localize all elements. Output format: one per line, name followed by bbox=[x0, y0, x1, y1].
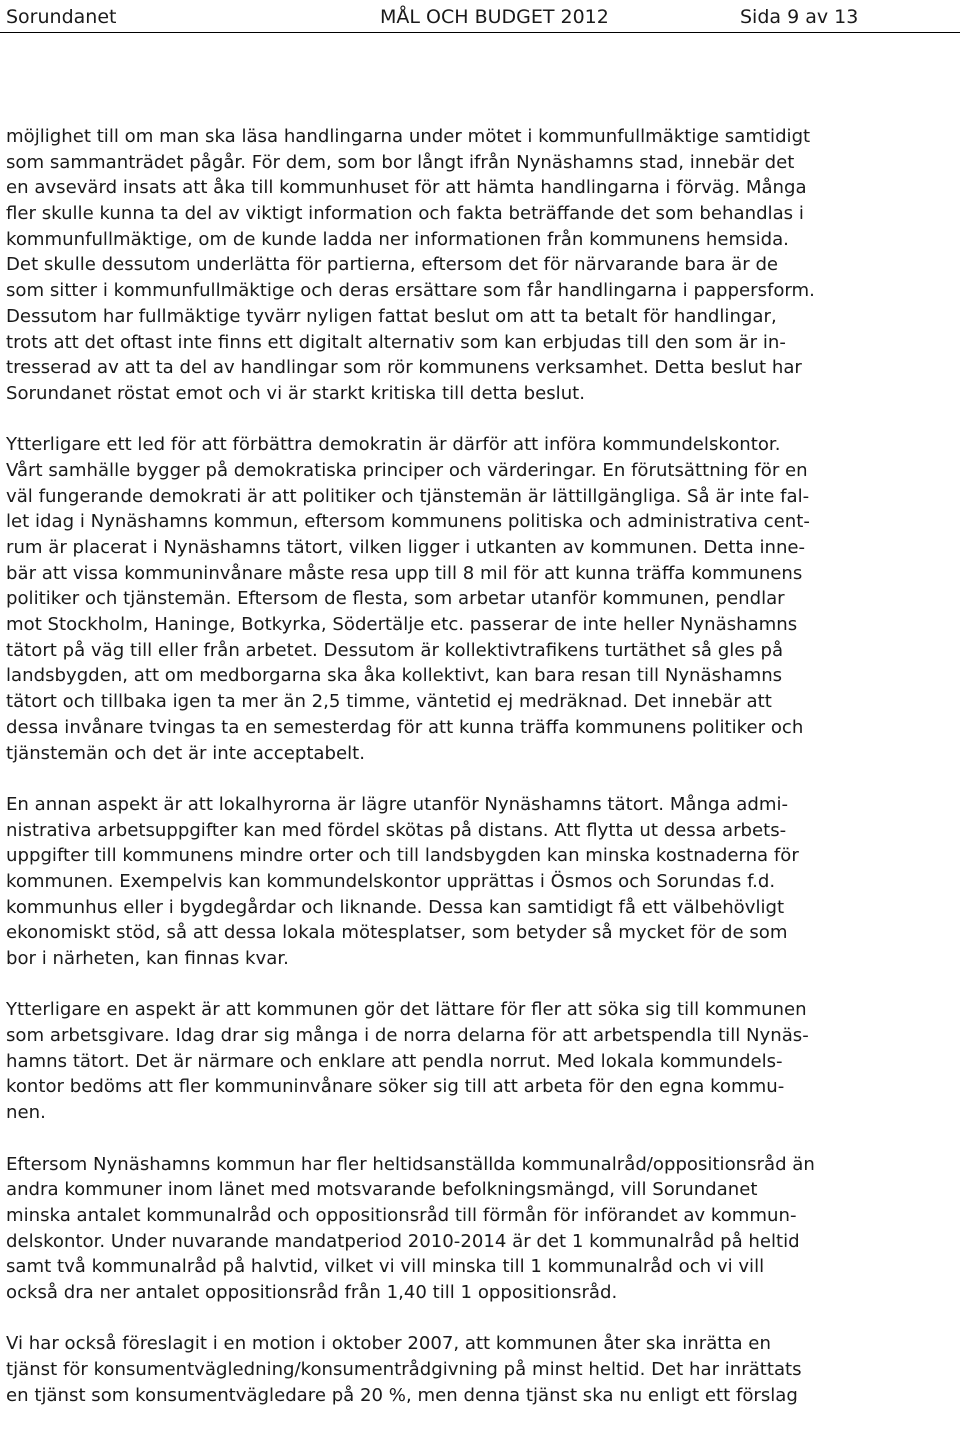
text-line: andra kommuner inom länet med motsvarande befolkningsmängd, vill Sorundanet bbox=[6, 1179, 758, 1201]
text-line: tresserad av att ta del av handlingar som rör kommunens verksamhet. Detta beslut har bbox=[6, 357, 802, 379]
document-body bbox=[6, 124, 956, 1434]
text-line: tätort på väg till eller från arbetet. Dessutom är kollektivtrafikens turtäthet så gles på bbox=[6, 639, 784, 661]
text-line: en avsevärd insats att åka till kommunhuset för att hämta handlingarna i förväg. Många bbox=[6, 177, 807, 199]
page-header bbox=[0, 4, 960, 30]
text-line: kommunen. Exempelvis kan kommundelskontor upprättas i Ösmos och Sorundas f.d. bbox=[6, 870, 776, 892]
text-line: tätort och tillbaka igen ta mer än 2,5 timme, väntetid ej medräknad. Det innebär att bbox=[6, 691, 772, 713]
text-line: Ytterligare ett led för att förbättra demokratin är därför att införa kommundelskontor. bbox=[6, 434, 781, 456]
paragraph bbox=[6, 1152, 956, 1306]
text-line: bär att vissa kommuninvånare måste resa upp till 8 mil för att kunna träffa kommunens bbox=[6, 562, 803, 584]
text-line: Vårt samhälle bygger på demokratiska principer och värderingar. En förutsättning för en bbox=[6, 459, 808, 481]
text-line: Dessutom har fullmäktige tyvärr nyligen fattat beslut om att ta betalt för handlingar, bbox=[6, 305, 777, 327]
paragraph bbox=[6, 792, 956, 972]
text-line: som sammanträdet pågår. För dem, som bor långt ifrån Nynäshamns stad, innebär det bbox=[6, 151, 795, 173]
text-line: dessa invånare tvingas ta en semesterdag för att kunna träffa kommunens politiker och bbox=[6, 716, 804, 738]
text-line: politiker och tjänstemän. Eftersom de flesta, som arbetar utanför kommunen, pendlar bbox=[6, 588, 785, 610]
text-line: kontor bedöms att fler kommuninvånare söker sig till att arbeta för den egna kommu- bbox=[6, 1076, 785, 1098]
text-line: minska antalet kommunalråd och oppositionsråd till förmån för införandet av kommun- bbox=[6, 1204, 797, 1226]
text-line: Vi har också föreslagit i en motion i oktober 2007, att kommunen åter ska inrätta en bbox=[6, 1333, 771, 1355]
header-organization: Sorundanet bbox=[6, 6, 117, 28]
text-line: kommunhus eller i bygdegårdar och liknande. Dessa kan samtidigt få ett välbehövligt bbox=[6, 896, 785, 918]
paragraph bbox=[6, 432, 956, 766]
text-line: trots att det oftast inte finns ett digitalt alternativ som kan erbjudas till den som är in- bbox=[6, 331, 786, 353]
text-line: som arbetsgivare. Idag drar sig många i de norra delarna för att arbetspendla till Nynäs- bbox=[6, 1025, 809, 1047]
text-line: mot Stockholm, Haninge, Botkyrka, Södertälje etc. passerar de inte heller Nynäshamns bbox=[6, 614, 798, 636]
text-line: nistrativa arbetsuppgifter kan med fördel skötas på distans. Att flytta ut dessa arbets- bbox=[6, 819, 787, 841]
header-document-title: MÅL OCH BUDGET 2012 bbox=[380, 6, 609, 28]
text-line: väl fungerande demokrati är att politiker och tjänstemän är lättillgängliga. Så är inte fal- bbox=[6, 485, 810, 507]
paragraph bbox=[6, 124, 956, 407]
text-line: som sitter i kommunfullmäktige och deras ersättare som får handlingarna i pappersform. bbox=[6, 280, 815, 302]
text-line: let idag i Nynäshamns kommun, eftersom kommunens politiska och administrativa cent- bbox=[6, 511, 810, 533]
header-page-number: Sida 9 av 13 bbox=[740, 6, 859, 28]
text-line: landsbygden, att om medborgarna ska åka kollektivt, kan bara resan till Nynäshamns bbox=[6, 665, 783, 687]
text-line: ekonomiskt stöd, så att dessa lokala mötesplatser, som betyder så mycket för de som bbox=[6, 922, 788, 944]
text-line: hamns tätort. Det är närmare och enklare att pendla norrut. Med lokala kommundels- bbox=[6, 1050, 783, 1072]
text-line: en tjänst som konsumentvägledare på 20 %, men denna tjänst ska nu enligt ett förslag bbox=[6, 1384, 798, 1406]
text-line: Sorundanet röstat emot och vi är starkt kritiska till detta beslut. bbox=[6, 382, 586, 404]
text-line: kommunfullmäktige, om de kunde ladda ner informationen från kommunens hemsida. bbox=[6, 228, 789, 250]
text-line: bor i närheten, kan finnas kvar. bbox=[6, 948, 289, 969]
text-line: möjlighet till om man ska läsa handlingarna under mötet i kommunfullmäktige samtidigt bbox=[6, 126, 811, 147]
text-line: uppgifter till kommunens mindre orter och till landsbygden kan minska kostnaderna för bbox=[6, 845, 799, 867]
text-line: Eftersom Nynäshamns kommun har fler heltidsanställda kommunalråd/oppositionsråd än bbox=[6, 1153, 815, 1175]
paragraph bbox=[6, 1331, 956, 1408]
text-line: delskontor. Under nuvarande mandatperiod 2010-2014 är det 1 kommunalråd på heltid bbox=[6, 1230, 800, 1252]
text-line: rum är placerat i Nynäshamns tätort, vilken ligger i utkanten av kommunen. Detta inne- bbox=[6, 537, 806, 558]
text-line: fler skulle kunna ta del av viktigt information och fakta beträffande det som behandlas i bbox=[6, 203, 804, 225]
text-line: Det skulle dessutom underlätta för partierna, eftersom det för närvarande bara är de bbox=[6, 254, 779, 276]
text-line: tjänst för konsumentvägledning/konsumentrådgivning på minst heltid. Det har inrättats bbox=[6, 1359, 802, 1380]
paragraph bbox=[6, 997, 956, 1125]
text-line: nen. bbox=[6, 1102, 46, 1124]
text-line: samt två kommunalråd på halvtid, vilket vi vill minska till 1 kommunalråd och vi vill bbox=[6, 1256, 765, 1278]
text-line: också dra ner antalet oppositionsråd från 1,40 till 1 oppositionsråd. bbox=[6, 1281, 618, 1303]
text-line: Ytterligare en aspekt är att kommunen gör det lättare för fler att söka sig till kommunen bbox=[6, 999, 807, 1021]
text-line: tjänstemän och det är inte acceptabelt. bbox=[6, 742, 365, 764]
header-rule bbox=[0, 32, 960, 33]
text-line: En annan aspekt är att lokalhyrorna är lägre utanför Nynäshamns tätort. Många admi- bbox=[6, 793, 789, 815]
